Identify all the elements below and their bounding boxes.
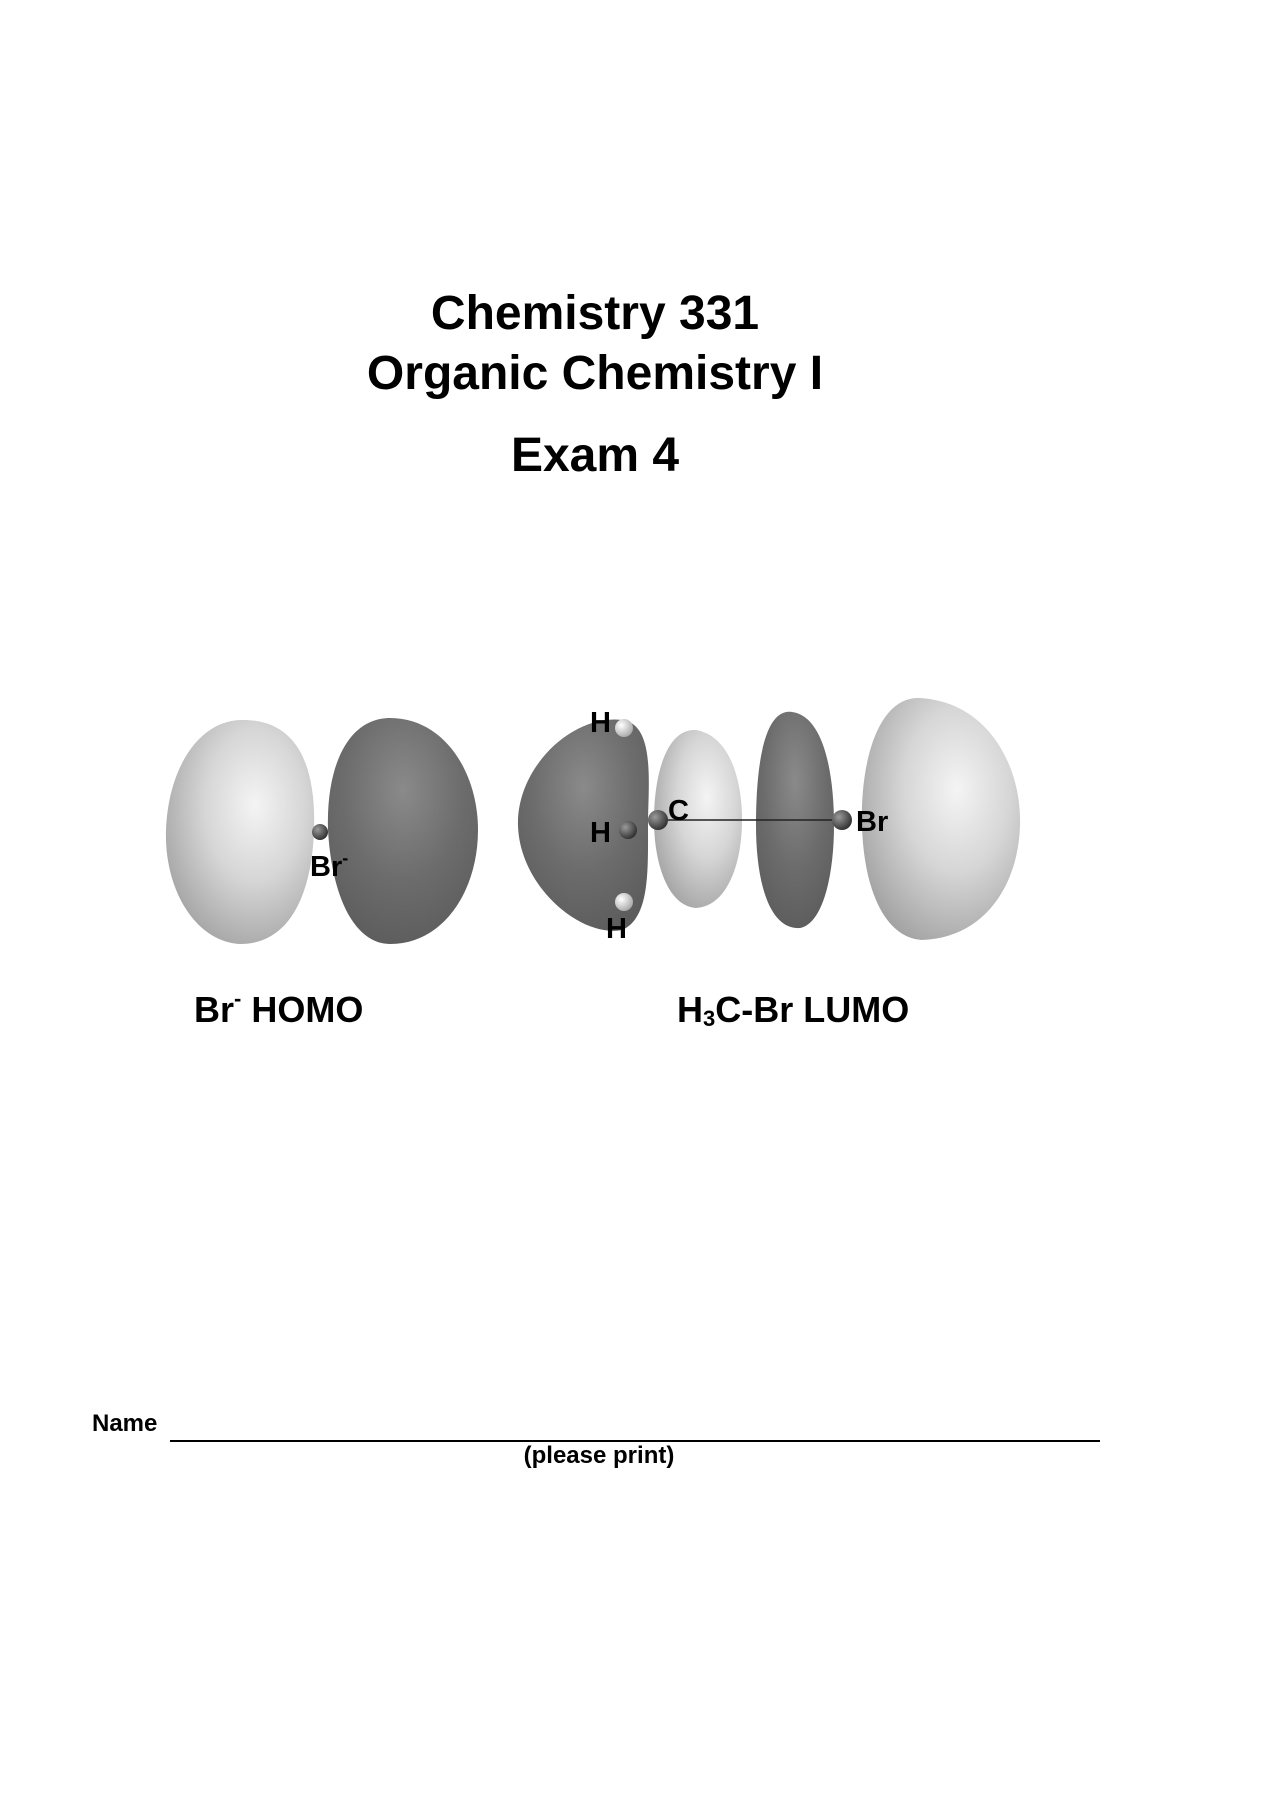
br-atom [832, 810, 852, 830]
homo-br-label: Br- [310, 848, 349, 883]
lumo-caption [677, 989, 910, 1031]
homo-dark-lobe [328, 718, 478, 944]
homo-caption-species: Br [194, 989, 235, 1030]
homo-br-atom [312, 824, 328, 840]
lumo-caption-prefix: H [677, 989, 703, 1030]
h-top-atom [615, 719, 633, 737]
homo-caption [194, 986, 364, 1030]
c-atom [648, 810, 668, 830]
exam-title: Exam 4 [510, 429, 680, 482]
h-top-label: H [590, 707, 611, 739]
c-label: C [668, 795, 689, 827]
orbital-figures [0, 680, 1280, 960]
homo-caption-charge: - [234, 986, 242, 1011]
br-label: Br [856, 806, 889, 838]
name-label: Name [92, 1410, 158, 1437]
h-mid-label: H [590, 817, 611, 849]
br-homo-orbital [166, 718, 478, 944]
homo-light-lobe [166, 720, 314, 944]
homo-caption-text: HOMO [241, 989, 364, 1030]
h-bottom-atom [615, 893, 633, 911]
h3cbr-lumo-orbital [518, 698, 1020, 945]
name-hint: (please print) [523, 1442, 675, 1469]
h-mid-atom [619, 821, 637, 839]
course-title: Organic Chemistry I [366, 347, 824, 400]
h-bottom-label: H [606, 913, 627, 945]
course-number: Chemistry 331 [430, 287, 760, 340]
lumo-caption-subscript: 3 [703, 1006, 716, 1031]
lumo-caption-text: C-Br LUMO [715, 989, 910, 1030]
